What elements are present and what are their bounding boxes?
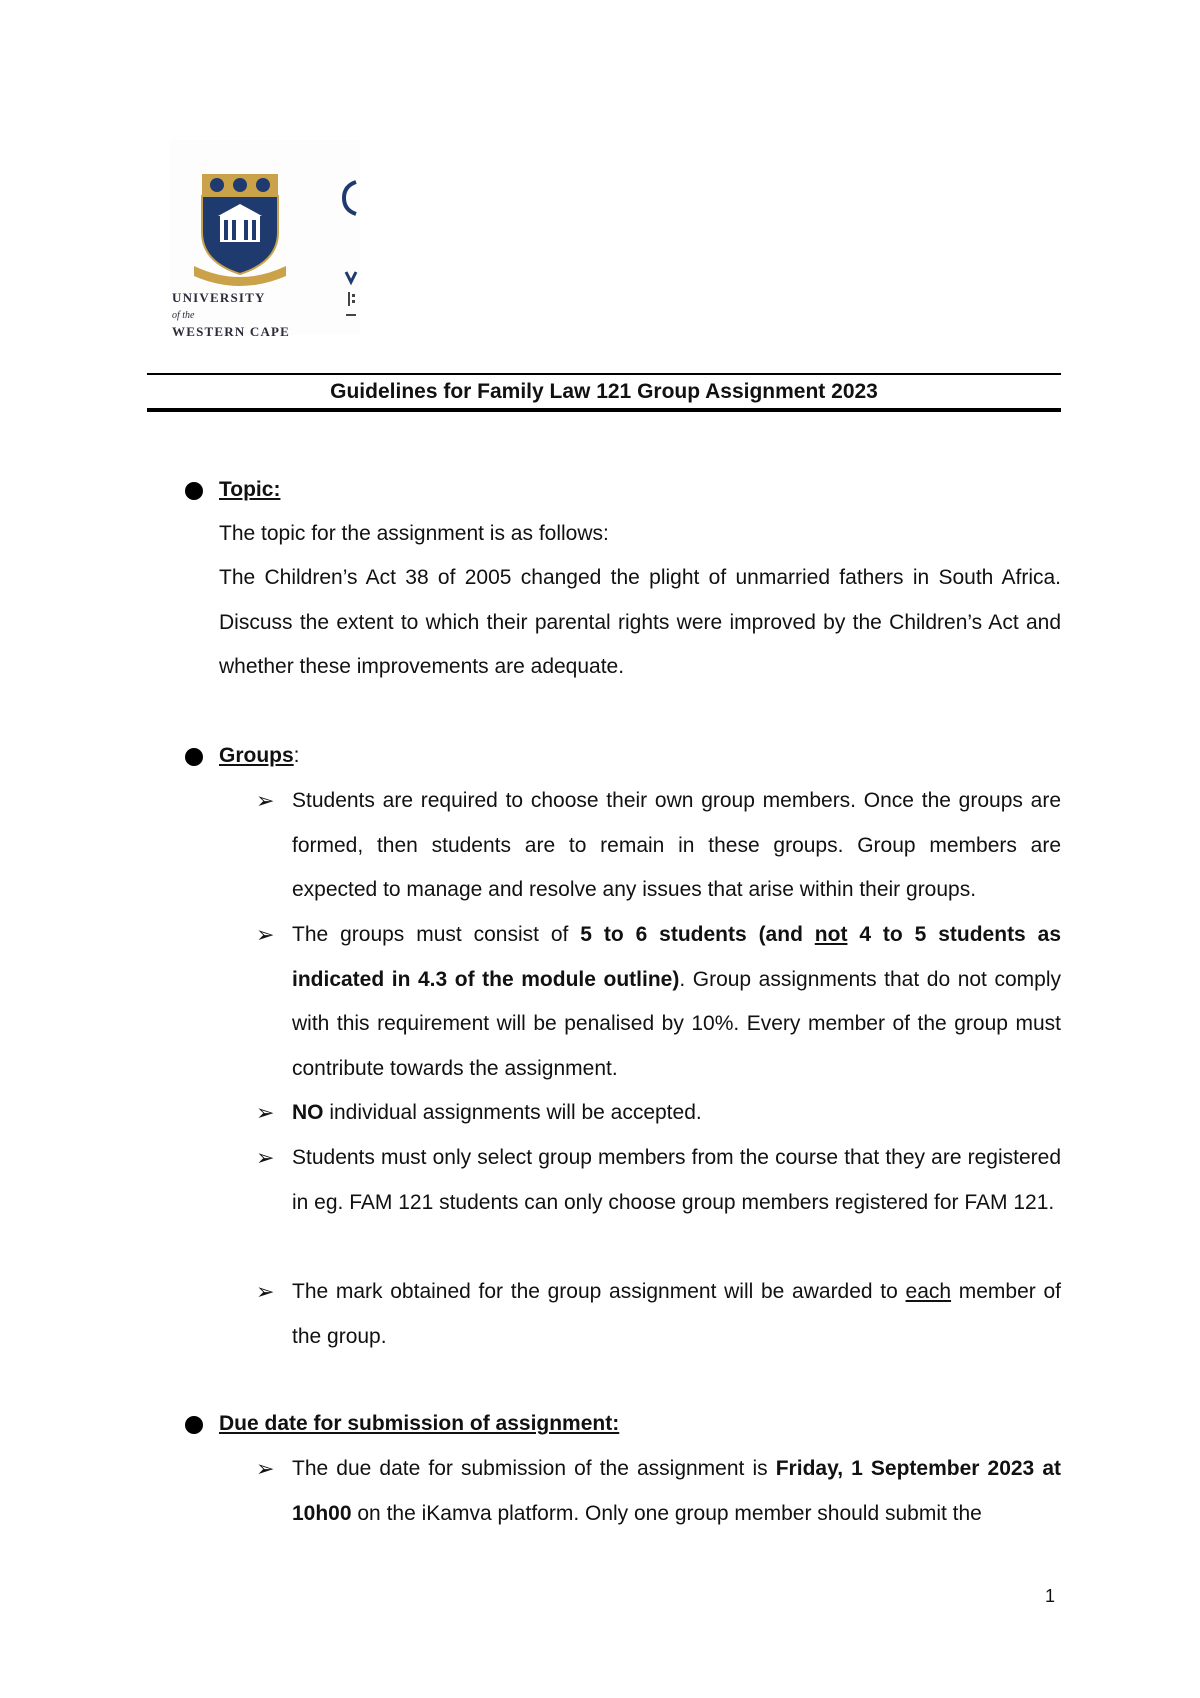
groups-item-3-b: individual assignments will be accepted. (323, 1101, 702, 1124)
topic-intro: The topic for the assignment is as follows: (219, 522, 609, 545)
university-of-the: of the (172, 310, 195, 321)
groups-item-5-b: each (905, 1280, 952, 1303)
groups-item-1: Students are required to choose their own group members. Once the groups are formed, then students are to remain in these groups. Group members are expected to manage and resolve any issues that arise within their groups. (292, 789, 1061, 901)
title-rule-top (147, 373, 1061, 375)
topic-heading-text: Topic: (219, 478, 281, 501)
topic-text: The Children’s Act 38 of 2005 changed the plight of unmarried fathers in South Africa. Discuss the extent to which their parental rights were improved by the Children’s Act and whether these improvements are adequate. (219, 566, 1061, 678)
groups-item-4: Students must only select group members from the course that they are registered in eg. FAM 121 students can only choose group members registered for FAM 121. (292, 1146, 1061, 1214)
due-item-1-c: on the iKamva platform. Only one group member should submit the (351, 1501, 982, 1525)
topic-heading (219, 468, 280, 512)
partner-logo-icon (342, 180, 358, 330)
due-heading-text: Due date for submission of assignment: (219, 1412, 620, 1435)
groups-bullet-icon (185, 748, 203, 766)
groups-heading-text: Groups (219, 744, 294, 767)
groups-item-2-c: not (814, 923, 848, 946)
groups-item-2 (292, 913, 1061, 1091)
university-logo (170, 140, 360, 339)
university-name (172, 290, 322, 340)
arrow-bullet-icon: ➢ (256, 1279, 275, 1304)
document-title: Guidelines for Family Law 121 Group Assignment 2023 (330, 380, 878, 403)
due-item-1-b: Friday, 1 September 2023 at 10h00 (292, 1457, 1061, 1525)
title-rule-bottom (147, 408, 1061, 412)
groups-item-3 (292, 1091, 1061, 1136)
due-item-1 (292, 1447, 1061, 1536)
groups-item-3-a: NO (292, 1101, 324, 1124)
groups-item-2-e: . Group assignments that do not comply with this requirement will be penalised by 10%. Every member of the group must contribute towards the assignment. (292, 967, 1061, 1080)
groups-item-5-a: The mark obtained for the group assignment will be awarded to (292, 1280, 906, 1303)
groups-item-5 (292, 1270, 1061, 1359)
crest-icon (192, 170, 288, 290)
due-heading (219, 1402, 619, 1446)
page-number: 1 (1045, 1586, 1056, 1606)
university-line1: UNIVERSITY (172, 290, 266, 305)
due-item-1-a: The due date for submission of the assignment is (292, 1457, 776, 1480)
arrow-bullet-icon: ➢ (256, 788, 275, 813)
groups-item-2-b: 5 to 6 students (and (580, 923, 815, 946)
groups-heading (219, 734, 300, 778)
groups-heading-suffix: : (293, 744, 300, 767)
groups-item-5-c: member of the group. (292, 1280, 1061, 1348)
arrow-bullet-icon: ➢ (256, 1145, 275, 1170)
arrow-bullet-icon: ➢ (256, 1100, 275, 1125)
arrow-bullet-icon: ➢ (256, 1456, 275, 1481)
university-line2: WESTERN CAPE (172, 324, 291, 339)
arrow-bullet-icon: ➢ (256, 922, 275, 947)
groups-item-2-a: The groups must consist of (292, 923, 581, 946)
due-bullet-icon (185, 1416, 203, 1434)
topic-bullet-icon (185, 482, 203, 500)
groups-item-2-d: 4 to 5 students as indicated in 4.3 of the module outline) (292, 923, 1061, 991)
